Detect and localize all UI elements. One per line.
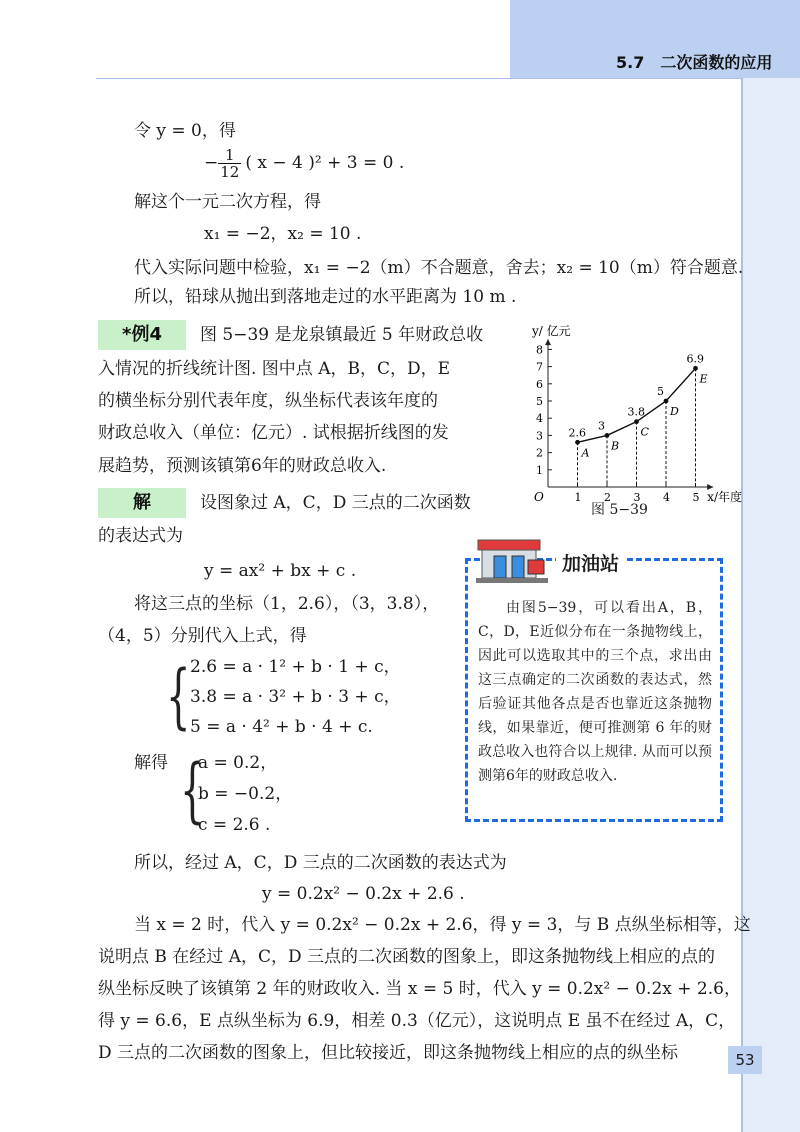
data-point — [634, 419, 639, 424]
result-brace: { — [180, 749, 205, 831]
paragraph-line: 说明点 B 在经过 A，C，D 三点的二次函数的图象上，即这条抛物线上相应的点的 — [98, 947, 716, 967]
fraction — [218, 147, 241, 180]
equation-line — [204, 143, 404, 183]
solution-text: （4，5）分别代入上式，得 — [98, 626, 307, 646]
system-equation: 2.6 = a · 1² + b · 1 + c， — [190, 657, 401, 677]
data-label: 6.9 — [686, 352, 704, 366]
data-point — [575, 440, 580, 445]
data-point — [693, 366, 698, 371]
tip-text: 由图5−39，可以看出A，B，C，D，E近似分布在一条抛物线上，因此可以选取其中的三个点，求出由这三点确定的二次函数的表达式，然后验证其他各点是否也靠近这条抛物线，如果靠近，便可推测第 6 年的财政总收入也符合以上规律. 从而可以预测第6年的财政总收入. — [478, 600, 712, 784]
system-equation: 3.8 = a · 3² + b · 3 + c， — [190, 687, 401, 707]
solution-text: 将这三点的坐标（1，2.6），（3，3.8）， — [134, 594, 440, 614]
origin-label: O — [534, 490, 544, 504]
system-brace: { — [166, 655, 191, 737]
fraction-denominator: 12 — [220, 162, 240, 181]
y-tick-label: 8 — [536, 343, 543, 357]
page-number: 53 — [728, 1046, 762, 1074]
point-name: C — [640, 425, 649, 439]
data-label: 5 — [657, 385, 664, 398]
paragraph-line: 纵坐标反映了该镇第 2 年的财政收入. 当 x = 5 时，代入 y = 0.2x² − 0.2x + 2.6， — [98, 979, 741, 999]
solution-text: 所以，经过 A，C，D 三点的二次函数的表达式为 — [134, 853, 507, 873]
line-chart — [500, 315, 743, 515]
point-name: B — [611, 439, 620, 453]
result-value: b = −0.2， — [198, 784, 293, 804]
section-title: 5.7 二次函数的应用 — [616, 53, 773, 72]
point-name: A — [581, 446, 590, 460]
data-label: 3 — [598, 419, 605, 433]
point-name: D — [670, 405, 679, 418]
minus-sign: − — [204, 153, 219, 173]
header-rule — [96, 78, 800, 79]
solution-tag: 解 — [98, 488, 186, 518]
point-name: E — [699, 372, 708, 386]
text-line: 代入实际问题中检验，x₁ = −2（m）不合题意，舍去；x₂ = 10（m）符合题意. — [134, 258, 744, 278]
equation-general: y = ax² + bx + c . — [204, 561, 357, 581]
data-point — [664, 399, 669, 404]
data-point — [605, 433, 610, 438]
text-line: 所以，铅球从抛出到落地走过的水平距离为 10 m . — [134, 287, 517, 307]
figure-caption: 图 5−39 — [591, 502, 648, 518]
side-margin-rule — [741, 78, 743, 1132]
x-tick-label: 3 — [633, 491, 641, 504]
fraction-numerator: 1 — [218, 147, 241, 164]
paragraph-line: 得 y = 6.6，E 点纵坐标为 6.9，相差 0.3（亿元），这说明点 E 虽不在经过 A，C， — [98, 1011, 736, 1031]
result-value: c = 2.6 . — [198, 815, 271, 835]
example-tag: *例4 — [98, 320, 186, 350]
x-axis-label: x/年度 — [707, 490, 743, 504]
y-tick-label: 6 — [536, 377, 543, 391]
data-label: 2.6 — [568, 426, 586, 440]
y-tick-label: 4 — [536, 412, 543, 426]
solution-text: 设图象过 A，C，D 三点的二次函数 — [200, 493, 471, 513]
paragraph-line: D 三点的二次函数的图象上，但比较接近，即这条抛物线上相应的点的纵坐标 — [98, 1043, 679, 1063]
x-tick-label: 2 — [604, 491, 611, 504]
gas-station-icon — [476, 534, 550, 586]
y-tick-label: 2 — [536, 446, 543, 460]
result-value: a = 0.2， — [198, 753, 278, 773]
example-text: 财政总收入（单位：亿元）. 试根据折线图的发 — [98, 423, 449, 443]
example-text: 图 5−39 是龙泉镇最近 5 年财政总收 — [200, 325, 484, 345]
y-tick-label: 5 — [536, 395, 543, 408]
y-axis-arrow — [545, 339, 551, 345]
equation-rest: ( x − 4 )² + 3 = 0 . — [245, 153, 405, 173]
example-text: 入情况的折线统计图. 图中点 A，B，C，D，E — [98, 359, 451, 379]
example-text: 的横坐标分别代表年度，纵坐标代表该年度的 — [98, 391, 438, 411]
side-margin-bar — [741, 78, 800, 1132]
solution-text: 的表达式为 — [98, 526, 183, 546]
x-tick-label: 1 — [574, 491, 582, 504]
system-equation: 5 = a · 4² + b · 4 + c. — [190, 717, 373, 737]
solve-label: 解得 — [134, 753, 168, 773]
y-axis-label: y/ 亿元 — [532, 324, 571, 339]
tip-title: 加油站 — [556, 549, 625, 576]
y-tick-label: 7 — [536, 360, 543, 374]
text-line: 解这个一元二次方程，得 — [134, 192, 321, 212]
equation-result: y = 0.2x² − 0.2x + 2.6 . — [262, 884, 465, 904]
y-tick-label: 3 — [536, 429, 543, 443]
x-tick-label: 5 — [692, 491, 700, 504]
example-text: 展趋势，预测该镇第6年的财政总收入. — [98, 456, 387, 476]
data-label: 3.8 — [627, 405, 645, 419]
paragraph-line: 当 x = 2 时，代入 y = 0.2x² − 0.2x + 2.6，得 y = 3，与 B 点纵坐标相等，这 — [134, 915, 751, 935]
x-tick-label: 4 — [663, 491, 670, 504]
roots-line: x₁ = −2，x₂ = 10 . — [204, 224, 362, 244]
text-line: 令 y = 0，得 — [134, 121, 236, 141]
y-tick-label: 1 — [536, 463, 543, 477]
